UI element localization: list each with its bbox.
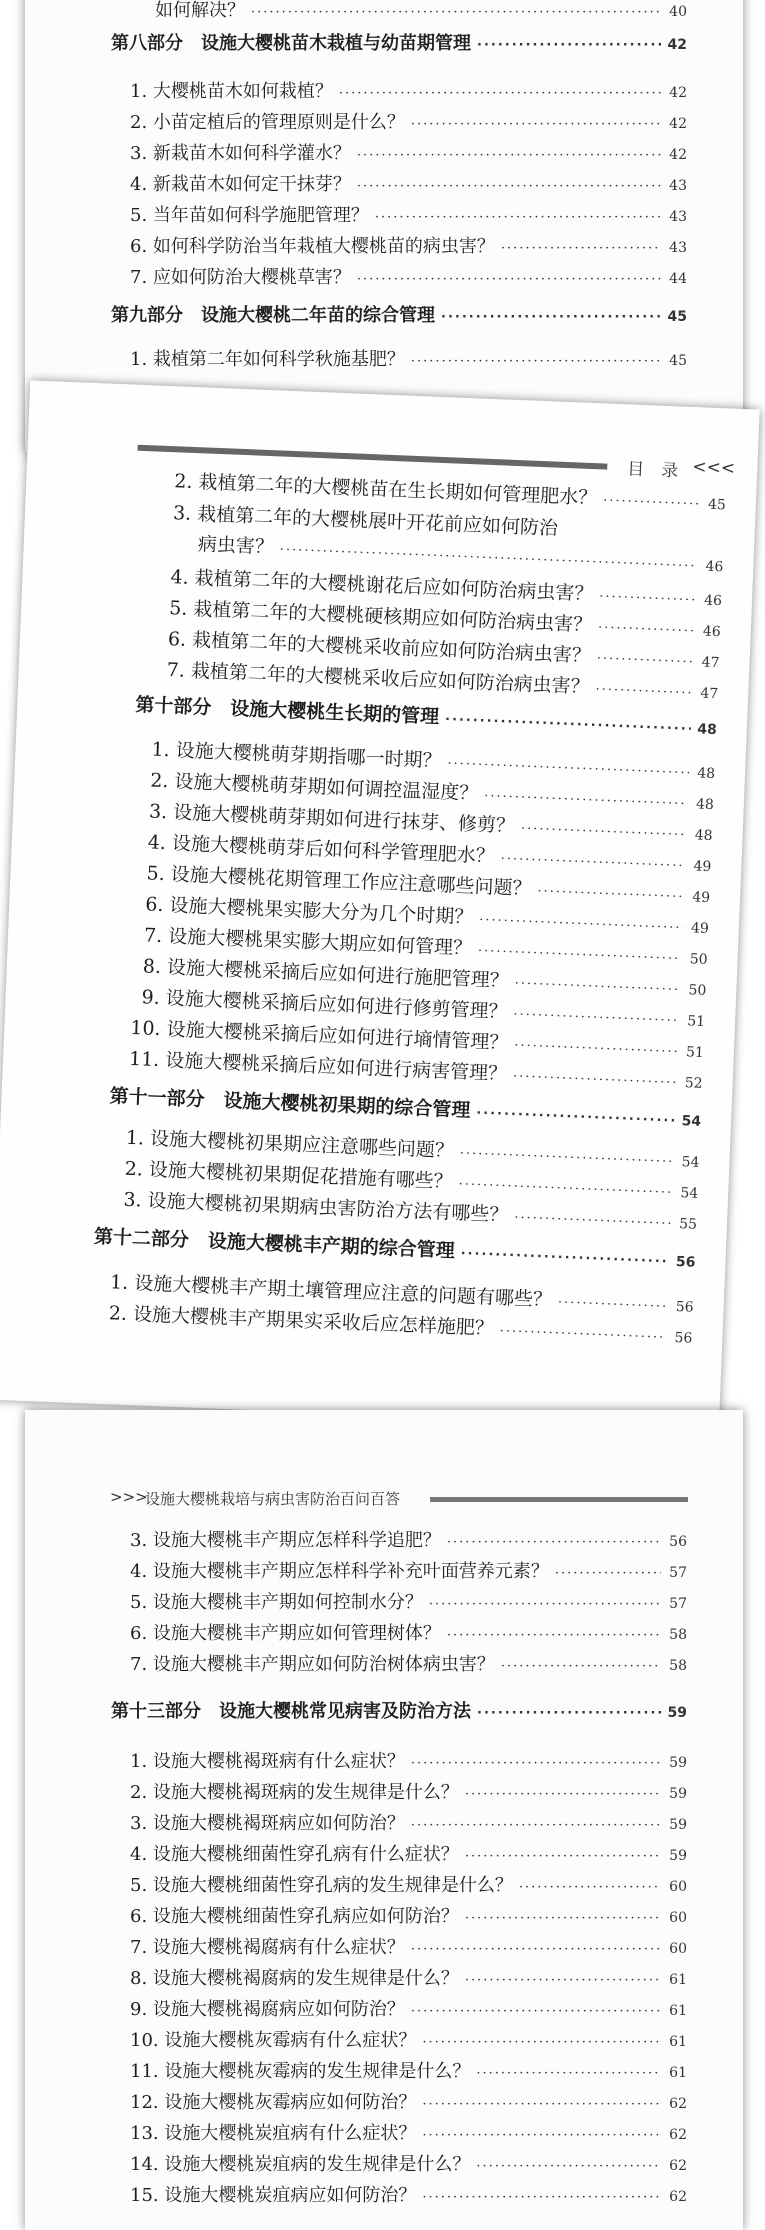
- toc-entry-text: 4. 设施大樱桃细菌性穿孔病有什么症状？: [130, 1844, 459, 1865]
- toc-entry[interactable]: [130, 2150, 687, 2176]
- header-title: 目 录: [626, 459, 679, 482]
- toc-entry-text: 5. 设施大樱桃丰产期如何控制水分？: [130, 1592, 423, 1613]
- toc-entry-text: 3. 设施大樱桃丰产期应怎样科学追肥？: [130, 1530, 441, 1551]
- toc-entry[interactable]: [130, 1650, 687, 1676]
- toc-entry-text: 5. 当年苗如何科学施肥管理？: [130, 205, 369, 226]
- toc-entry-page: 58: [669, 1627, 687, 1643]
- toc-entry-page: 59: [669, 1755, 687, 1771]
- toc-entry-text: 1. 设施大樱桃初果期应注意哪些问题？: [125, 1126, 455, 1162]
- toc-entry-text: 1. 设施大樱桃丰产期土壤管理应注意的问题有哪些？: [109, 1271, 553, 1312]
- toc-entry-text: 2. 设施大樱桃丰产期果实采收后应怎样施肥？: [108, 1302, 495, 1340]
- header-rule: [138, 445, 608, 470]
- toc-entry-text: 2. 设施大樱桃褐斑病的发生规律是什么？: [130, 1782, 459, 1803]
- toc-section-page: 48: [697, 721, 718, 739]
- toc-entry-text: 病虫害？: [197, 533, 275, 559]
- toc-page-3: [25, 1410, 743, 2230]
- toc-entry-text: 6. 设施大樱桃丰产期应如何管理树体？: [130, 1623, 441, 1644]
- toc-entry-page: 62: [669, 2127, 687, 2143]
- toc-entry-page: 61: [669, 2034, 687, 2050]
- toc-section-text: 第十二部分 设施大樱桃丰产期的综合管理: [93, 1225, 456, 1263]
- toc-section-text: 第十部分 设施大樱桃生长期的管理: [134, 693, 440, 729]
- toc-entry-page: 61: [669, 2003, 687, 2019]
- toc-entry-text: 3. 设施大樱桃萌芽期如何进行抹芽、修剪？: [148, 800, 516, 838]
- toc-entry[interactable]: [130, 170, 687, 196]
- toc-entry[interactable]: [130, 1557, 687, 1583]
- toc-entry[interactable]: [130, 77, 687, 103]
- header-arrows-icon: >>>: [110, 1488, 148, 1506]
- toc-entry-text: 5. 栽植第二年的大樱桃硬核期应如何防治病虫害？: [168, 597, 593, 637]
- toc-entry-text: 8. 设施大樱桃采摘后应如何进行施肥管理？: [142, 955, 510, 993]
- toc-section-heading[interactable]: [111, 301, 687, 329]
- toc-entry-page: 59: [669, 1817, 687, 1833]
- toc-entry[interactable]: [130, 201, 687, 227]
- header-rule: [430, 1497, 688, 1502]
- toc-entry-page: 42: [669, 147, 687, 163]
- toc-entry-text: 7. 应如何防治大樱桃草害？: [130, 267, 351, 288]
- toc-entry-page: 50: [689, 951, 708, 968]
- toc-section-page: 56: [675, 1253, 696, 1271]
- toc-entry-text: 11. 设施大樱桃采摘后应如何进行病害管理？: [128, 1047, 508, 1086]
- toc-entry-page: 61: [669, 2065, 687, 2081]
- toc-entry-page: 43: [669, 240, 687, 256]
- toc-entry-page: 62: [669, 2096, 687, 2112]
- toc-entry-text: 6. 如何科学防治当年栽植大樱桃苗的病虫害？: [130, 236, 495, 257]
- toc-entry-page: 59: [669, 1848, 687, 1864]
- toc-entry-text: 10. 设施大樱桃采摘后应如何进行墒情管理？: [129, 1016, 509, 1055]
- toc-entry[interactable]: [130, 345, 687, 371]
- toc-entry-page: 44: [669, 271, 687, 287]
- toc-entry-page: 51: [686, 1013, 706, 1030]
- toc-section-text: 第十三部分 设施大樱桃常见病害及防治方法: [111, 1701, 471, 1722]
- toc-section-page: 45: [667, 309, 687, 325]
- toc-entry[interactable]: [130, 2088, 687, 2114]
- toc-entry-page: 56: [669, 1534, 687, 1550]
- toc-entry-page: 42: [669, 85, 687, 101]
- toc-entry[interactable]: [130, 232, 687, 258]
- toc-entry-text: 5. 设施大樱桃细菌性穿孔病的发生规律是什么？: [130, 1875, 513, 1896]
- toc-entry-page: 62: [669, 2158, 687, 2174]
- toc-entry-page: 56: [675, 1299, 694, 1316]
- toc-entry-page: 54: [681, 1154, 700, 1171]
- toc-entry-text: 11. 设施大樱桃灰霉病的发生规律是什么？: [130, 2061, 471, 2082]
- toc-entry[interactable]: [130, 2026, 687, 2052]
- toc-entry-text: 4. 栽植第二年的大樱桃谢花后应如何防治病虫害？: [170, 566, 594, 606]
- toc-entry-page: 60: [669, 1941, 687, 1957]
- toc-entry-page: 45: [669, 353, 687, 369]
- toc-entry-text: 如何解决？: [155, 0, 245, 20]
- toc-entry-page: 50: [688, 982, 707, 999]
- toc-entry-text: 3. 设施大樱桃褐斑病应如何防治？: [130, 1813, 405, 1834]
- toc-entry-page: 42: [669, 116, 687, 132]
- toc-entry[interactable]: [130, 1619, 687, 1645]
- toc-entry-text: 4. 设施大樱桃萌芽后如何科学管理肥水？: [147, 831, 496, 868]
- toc-section-text: 第九部分 设施大樱桃二年苗的综合管理: [111, 305, 435, 326]
- toc-entry[interactable]: [130, 108, 687, 134]
- toc-entry-text: 15. 设施大樱桃炭疽病应如何防治？: [130, 2185, 417, 2206]
- toc-entry-page: 60: [669, 1879, 687, 1895]
- toc-section-page: 59: [667, 1705, 687, 1721]
- toc-entry-text[interactable]: 3. 栽植第二年的大樱桃展叶开花前应如何防治: [172, 502, 559, 540]
- toc-entry-page: 49: [693, 858, 712, 876]
- toc-entry-page: 48: [695, 796, 715, 814]
- toc-entry-text: 4. 新栽苗木如何定干抹芽？: [130, 174, 351, 195]
- toc-entry[interactable]: [130, 263, 687, 289]
- toc-entry-page: 47: [701, 654, 720, 672]
- toc-entry[interactable]: [130, 1964, 687, 1990]
- toc-entry[interactable]: [130, 2181, 687, 2207]
- toc-entry-page: 47: [700, 685, 719, 703]
- toc-entry-page: 49: [690, 920, 710, 938]
- toc-entry-page: 48: [694, 827, 713, 845]
- toc-entry-text: 2. 小苗定植后的管理原则是什么？: [130, 112, 405, 133]
- toc-entry-page: 46: [703, 592, 723, 610]
- toc-entry-page: 52: [684, 1075, 703, 1092]
- toc-entry-text: 1. 设施大樱桃褐斑病有什么症状？: [130, 1751, 405, 1772]
- toc-entry-text: 7. 设施大樱桃丰产期应如何防治树体病虫害？: [130, 1654, 495, 1675]
- toc-section-heading[interactable]: [111, 29, 687, 57]
- toc-entry-page: 54: [680, 1185, 699, 1202]
- toc-entry[interactable]: [130, 1902, 687, 1928]
- toc-entry-page: 56: [674, 1329, 693, 1347]
- toc-entry-text: 4. 设施大樱桃丰产期应怎样科学补充叶面营养元素？: [130, 1561, 549, 1582]
- toc-page-2: [0, 380, 760, 1428]
- toc-entry-page: 62: [669, 2189, 687, 2205]
- toc-entry-page: 57: [669, 1596, 687, 1612]
- toc-entry[interactable]: [130, 1933, 687, 1959]
- toc-entry-text: 14. 设施大樱桃炭疽病的发生规律是什么？: [130, 2154, 471, 2175]
- toc-entry[interactable]: [130, 1526, 687, 1552]
- toc-entry-text: 2. 栽植第二年的大樱桃苗在生长期如何管理肥水？: [173, 470, 598, 510]
- toc-section-text: 第八部分 设施大樱桃苗木栽植与幼苗期管理: [111, 33, 471, 54]
- toc-entry[interactable]: [130, 1588, 687, 1614]
- toc-entry-text: 12. 设施大樱桃灰霉病应如何防治？: [130, 2092, 417, 2113]
- toc-section-heading[interactable]: [111, 1697, 687, 1725]
- toc-entry-text: 10. 设施大樱桃灰霉病有什么症状？: [130, 2030, 417, 2051]
- toc-entry[interactable]: [130, 1995, 687, 2021]
- toc-entry-text: 7. 设施大樱桃褐腐病有什么症状？: [130, 1937, 405, 1958]
- toc-entry[interactable]: [130, 1778, 687, 1804]
- toc-entry-text: 3. 新栽苗木如何科学灌水？: [130, 143, 351, 164]
- toc-entry-page: 61: [669, 1972, 687, 1988]
- toc-entry-page: 60: [669, 1910, 687, 1926]
- header-arrows-icon: <<<: [691, 456, 736, 479]
- toc-section-text: 第十一部分 设施大樱桃初果期的综合管理: [109, 1085, 471, 1122]
- toc-entry[interactable]: [155, 0, 687, 20]
- toc-entry-text: 5. 设施大樱桃花期管理工作应注意哪些问题？: [146, 862, 532, 900]
- toc-entry-text: 1. 大樱桃苗木如何栽植？: [130, 81, 333, 102]
- toc-entry[interactable]: [130, 1840, 687, 1866]
- toc-entry-page: 58: [669, 1658, 687, 1674]
- toc-entry-text: 3. 设施大樱桃初果期病虫害防治方法有哪些？: [123, 1188, 509, 1227]
- toc-entry-text: 1. 栽植第二年如何科学秋施基肥？: [130, 349, 405, 370]
- toc-entry[interactable]: [130, 1871, 687, 1897]
- header-title: 设施大樱桃栽培与病虫害防治百问百答: [145, 1490, 401, 1508]
- toc-entry[interactable]: [130, 2057, 687, 2083]
- toc-entry-page: 43: [669, 209, 687, 225]
- toc-entry-page: 59: [669, 1786, 687, 1802]
- toc-section-page: 54: [681, 1113, 702, 1130]
- toc-entry-page: 46: [702, 623, 722, 641]
- toc-entry-text: 2. 设施大樱桃萌芽期如何调控温湿度？: [149, 769, 479, 805]
- toc-entry-text: 9. 设施大樱桃褐腐病应如何防治？: [130, 1999, 405, 2020]
- toc-entry-text: 1. 设施大樱桃萌芽期指哪一时期？: [151, 738, 442, 773]
- toc-entry-text: 6. 设施大樱桃果实膨大分为几个时期？: [144, 893, 474, 929]
- toc-entry-text: 7. 设施大樱桃果实膨大期应如何管理？: [143, 924, 473, 960]
- toc-entry-page: 43: [669, 178, 687, 194]
- toc-entry-text: 2. 设施大樱桃初果期促花措施有哪些？: [124, 1157, 454, 1193]
- toc-entry-page: 49: [691, 889, 711, 907]
- toc-entry-page: 46: [705, 558, 724, 576]
- toc-entry[interactable]: [130, 1809, 687, 1835]
- toc-entry-page: 45: [707, 496, 727, 514]
- toc-entry-text: 6. 设施大樱桃细菌性穿孔病应如何防治？: [130, 1906, 459, 1927]
- toc-entry[interactable]: [130, 1747, 687, 1773]
- toc-entry-page: 48: [696, 765, 716, 783]
- toc-entry[interactable]: [130, 139, 687, 165]
- toc-entry-text: 9. 设施大樱桃采摘后应如何进行修剪管理？: [141, 986, 508, 1024]
- toc-entry-text: 6. 栽植第二年的大樱桃采收前应如何防治病虫害？: [167, 628, 592, 668]
- toc-entry-page: 40: [669, 4, 687, 20]
- toc-entry-page: 51: [685, 1044, 705, 1061]
- toc-entry-text: 13. 设施大樱桃炭疽病有什么症状？: [130, 2123, 417, 2144]
- toc-entry-page: 57: [669, 1565, 687, 1581]
- toc-entry-text: 7. 栽植第二年的大樱桃采收后应如何防治病虫害？: [166, 659, 591, 699]
- toc-entry-page: 55: [678, 1216, 698, 1233]
- toc-section-page: 42: [667, 37, 687, 53]
- toc-entry[interactable]: [130, 2119, 687, 2145]
- toc-entry-text: 8. 设施大樱桃褐腐病的发生规律是什么？: [130, 1968, 459, 1989]
